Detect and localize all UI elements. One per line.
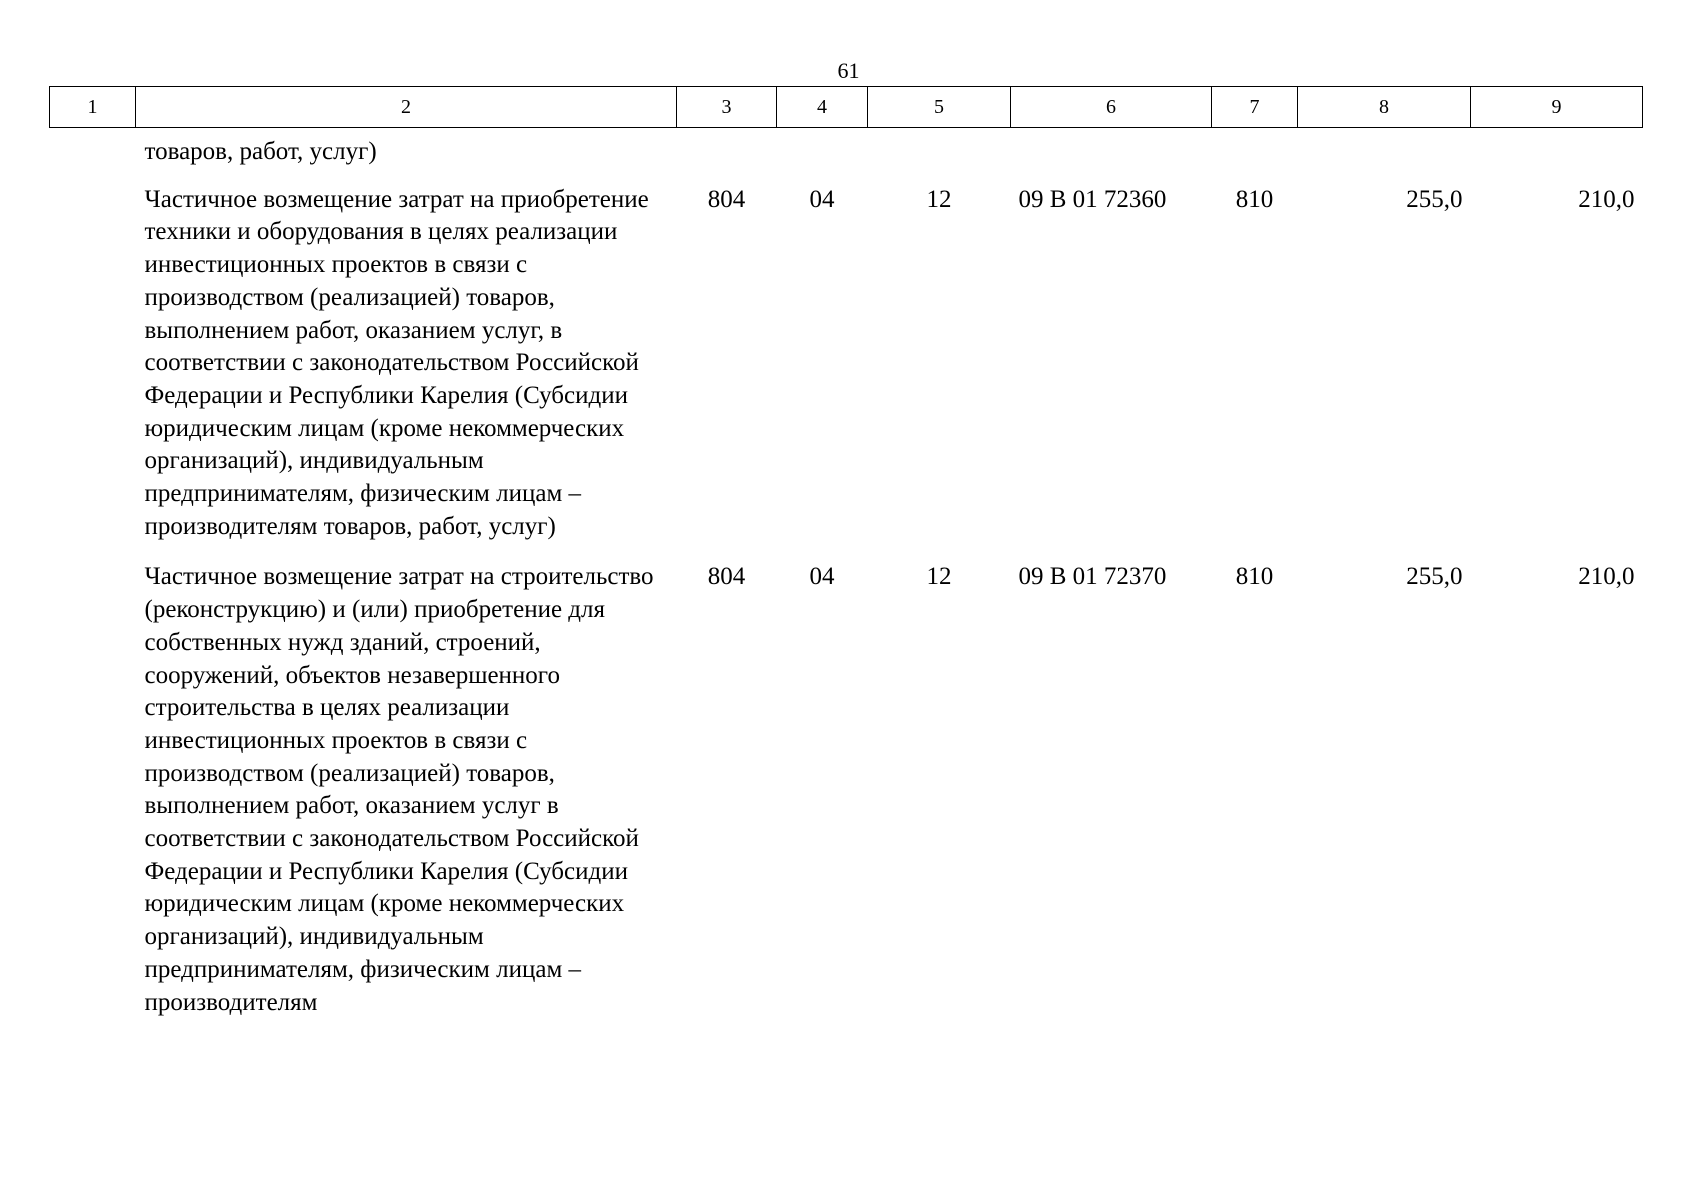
header-col-9: 9 <box>1471 87 1643 128</box>
row-description: Частичное возмещение затрат на строительство (реконструкцию) и (или) приобретение для собственных нужд зданий, строений, сооружений, объектов незавершенного строительства в целях реализации инвестиционных проектов в связи с производством (реализацией) товаров, выполнением работ, оказанием услуг в соответствии с законодательством Российской Федерации и Республики Карелия (Субсидии юридическим лицам (кроме некоммерческих организаций), индивидуальным предпринимателям, физическим лицам – производителям <box>144 563 654 1016</box>
row-amount-col-9: 210,0 <box>1578 185 1635 213</box>
row-expense-type-code: 810 <box>1235 185 1274 213</box>
row-target-article-code: 09 В 01 72370 <box>1018 563 1167 591</box>
row-description: Частичное возмещение затрат на приобретение техники и оборудования в целях реализации инвестиционных проектов в связи с производством (реализацией) товаров, выполнением работ, оказанием услуг, в соответствии с законодательством Российской Федерации и Республики Карелия (Субсидии юридическим лицам (кроме некоммерческих организаций), индивидуальным предпринимателям, физическим лицам – производителям товаров, работ, услуг) <box>144 185 649 540</box>
budget-table <box>49 86 1643 1019</box>
table-row-continuation <box>50 128 1643 169</box>
table-body <box>50 128 1643 1020</box>
table-row <box>50 169 1643 544</box>
continuation-text: товаров, работ, услуг) <box>144 138 377 165</box>
header-col-2: 2 <box>136 87 677 128</box>
row-amount-col-8: 255,0 <box>1406 185 1463 213</box>
table-row <box>50 543 1643 1019</box>
row-ministry-code: 804 <box>707 185 746 213</box>
row-amount-col-9: 210,0 <box>1578 563 1635 591</box>
row-expense-type-code: 810 <box>1235 563 1274 591</box>
header-col-6: 6 <box>1011 87 1212 128</box>
header-col-7: 7 <box>1212 87 1298 128</box>
row-section-code: 04 <box>809 563 835 591</box>
continuation-empty-cells <box>677 128 1643 169</box>
row-section-code: 04 <box>809 185 835 213</box>
row-subsection-code: 12 <box>926 185 952 213</box>
header-col-3: 3 <box>677 87 777 128</box>
page-number: 61 <box>837 58 860 83</box>
row-subsection-code: 12 <box>926 563 952 591</box>
row-amount-col-8: 255,0 <box>1406 563 1463 591</box>
header-col-1: 1 <box>50 87 136 128</box>
header-col-4: 4 <box>777 87 868 128</box>
row-ministry-code: 804 <box>707 563 746 591</box>
table-header <box>50 87 1643 128</box>
header-col-5: 5 <box>868 87 1011 128</box>
row-target-article-code: 09 В 01 72360 <box>1018 185 1167 213</box>
header-col-8: 8 <box>1298 87 1471 128</box>
header-row <box>50 87 1643 128</box>
